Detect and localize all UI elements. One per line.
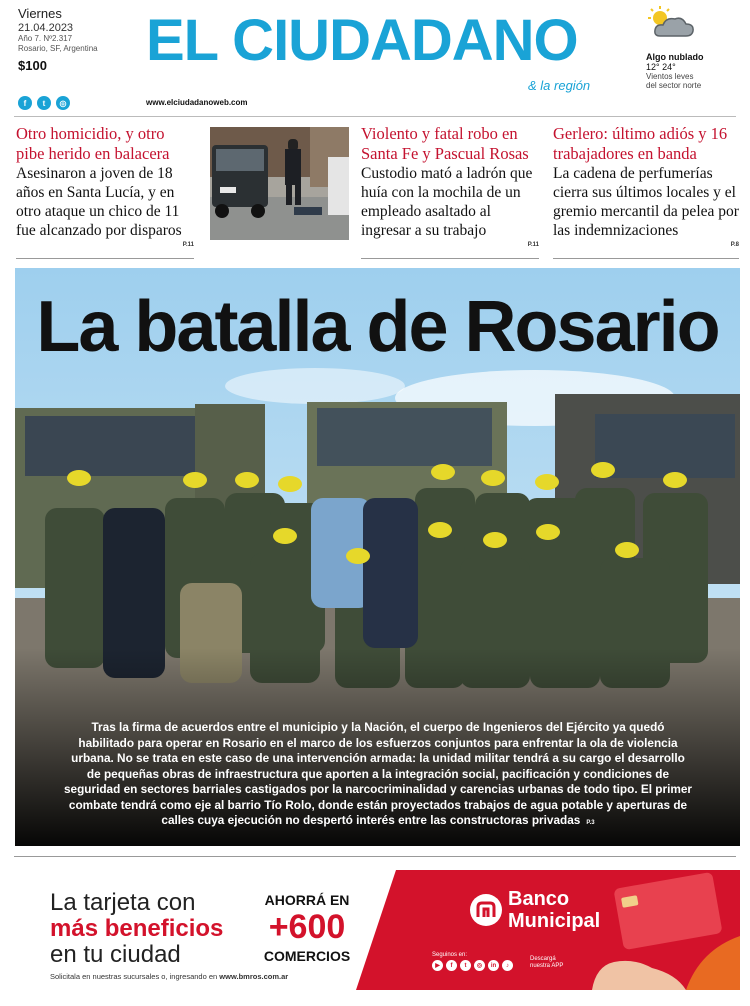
- date-block: [18, 6, 138, 73]
- ad-count: +600: [268, 908, 346, 946]
- ad-footnote-url[interactable]: www.bmros.com.ar: [219, 972, 289, 981]
- facebook-icon[interactable]: f: [446, 960, 457, 971]
- bank-logo: [470, 888, 600, 932]
- story-robo[interactable]: [361, 124, 539, 248]
- ad-app-label[interactable]: [530, 956, 563, 970]
- weather-temps: 12° 24°: [646, 62, 676, 72]
- logo-text: EL CIUDADANO: [146, 8, 578, 73]
- ad-app-line-1: Descargá: [530, 956, 556, 962]
- story-photo: [210, 127, 349, 240]
- ad-line-2: más beneficios: [50, 915, 224, 942]
- story-title: Gerlero: último adiós y 16 trabajadores en banda: [553, 124, 728, 163]
- ad-line-1: La tarjeta con: [50, 889, 196, 916]
- story-page-ref: P.11: [182, 242, 194, 248]
- newspaper-logo[interactable]: [146, 10, 606, 72]
- logo-tagline: & la región: [528, 78, 591, 93]
- weather-wind-2: del sector norte: [646, 81, 702, 90]
- instagram-icon[interactable]: ◎: [474, 960, 485, 971]
- bank-name-1: Banco: [508, 888, 570, 910]
- bank-name-2: Municipal: [508, 910, 601, 932]
- bank-logo-icon: [470, 894, 502, 926]
- weather-wind-1: Vientos leves: [646, 72, 694, 81]
- story-body: Custodio mató a ladrón que huía con la mochila de un empleado asaltado al ingresar a su trabajo: [361, 165, 533, 239]
- facebook-icon[interactable]: f: [18, 96, 32, 110]
- hero-headline: La batalla de Rosario: [36, 287, 719, 367]
- story-divider: [16, 258, 194, 259]
- story-divider: [361, 258, 539, 259]
- issue-edition: Año 7. Nº2.317: [18, 34, 73, 43]
- story-title: Otro homicidio, y otro pibe herido en balacera: [16, 124, 170, 163]
- ad-footnote-text: Solicitala en nuestras sucursales o, ingresando en: [50, 972, 220, 981]
- issue-place: Rosario, SF, Argentina: [18, 44, 98, 53]
- banco-municipal-ad[interactable]: [14, 862, 740, 996]
- weather-widget: [646, 6, 746, 90]
- ad-footnote: [50, 972, 288, 981]
- hero-caption-text: Tras la firma de acuerdos entre el municipio y la Nación, el cuerpo de Ingenieros del Ejército ya quedó habilitado para operar en Rosario en el marco de los esfuerzos conjuntos para enfrentar la ola de violencia urbana. No se trata en este caso de una intervención armada: la unidad militar tendrá a su cargo el desarrollo de pequeñas obras de infraestructura que aporten a la integración social, pacificación y condiciones de seguridad en sectores barriales castigados por la narcocriminalidad y carencias urbanas de todo tipo. El primer combate tendrá como eje al barrio Tío Rolo, donde están proyectados trabajos de agua potable y aperturas de calles cuya ejecución no despertó interés entre las constructoras privadas: [63, 720, 693, 827]
- linkedin-icon[interactable]: in: [488, 960, 499, 971]
- ad-divider: [14, 856, 736, 857]
- issue-date: 21.04.2023: [18, 22, 74, 34]
- social-links: [18, 96, 70, 110]
- sun-cloud-icon: [646, 6, 696, 42]
- issue-price: $100: [18, 58, 47, 73]
- youtube-icon[interactable]: ▶: [432, 960, 443, 971]
- issue-day: Viernes: [18, 6, 62, 21]
- ad-line-3: en tu ciudad: [50, 941, 181, 968]
- story-body: Asesinaron a joven de 18 años en Santa Lucía, y en otro ataque un chico de 11 fue alcanzado por disparos: [16, 165, 182, 239]
- ad-social-icons: [432, 960, 513, 971]
- twitter-icon[interactable]: t: [37, 96, 51, 110]
- story-page-ref: P.8: [730, 242, 739, 248]
- story-divider: [553, 258, 739, 259]
- ad-comercios: COMERCIOS: [263, 948, 351, 964]
- ad-app-line-2: nuestra APP: [530, 963, 564, 969]
- hero-caption: [63, 720, 693, 832]
- website-link[interactable]: www.elciudadanoweb.com: [146, 98, 248, 107]
- twitter-icon[interactable]: t: [460, 960, 471, 971]
- story-title: Violento y fatal robo en Santa Fe y Pascual Rosas: [361, 124, 529, 163]
- hero-page-ref: P.3: [586, 820, 595, 826]
- ad-follow-label: Seguinos en:: [432, 952, 468, 958]
- story-page-ref: P.11: [527, 242, 539, 248]
- ad-ahorra: AHORRÁ EN: [264, 892, 350, 908]
- story-gerlero[interactable]: [553, 124, 739, 248]
- weather-condition: Algo nublado: [646, 52, 704, 62]
- instagram-icon[interactable]: ◎: [56, 96, 70, 110]
- story-homicidio[interactable]: [16, 124, 194, 248]
- tiktok-icon[interactable]: ♪: [502, 960, 513, 971]
- story-body: La cadena de perfumerías cierra sus últimos locales y el gremio mercantil da pelea por las indemnizaciones: [553, 165, 739, 239]
- masthead-divider: [14, 116, 736, 117]
- hero-feature[interactable]: [15, 268, 740, 846]
